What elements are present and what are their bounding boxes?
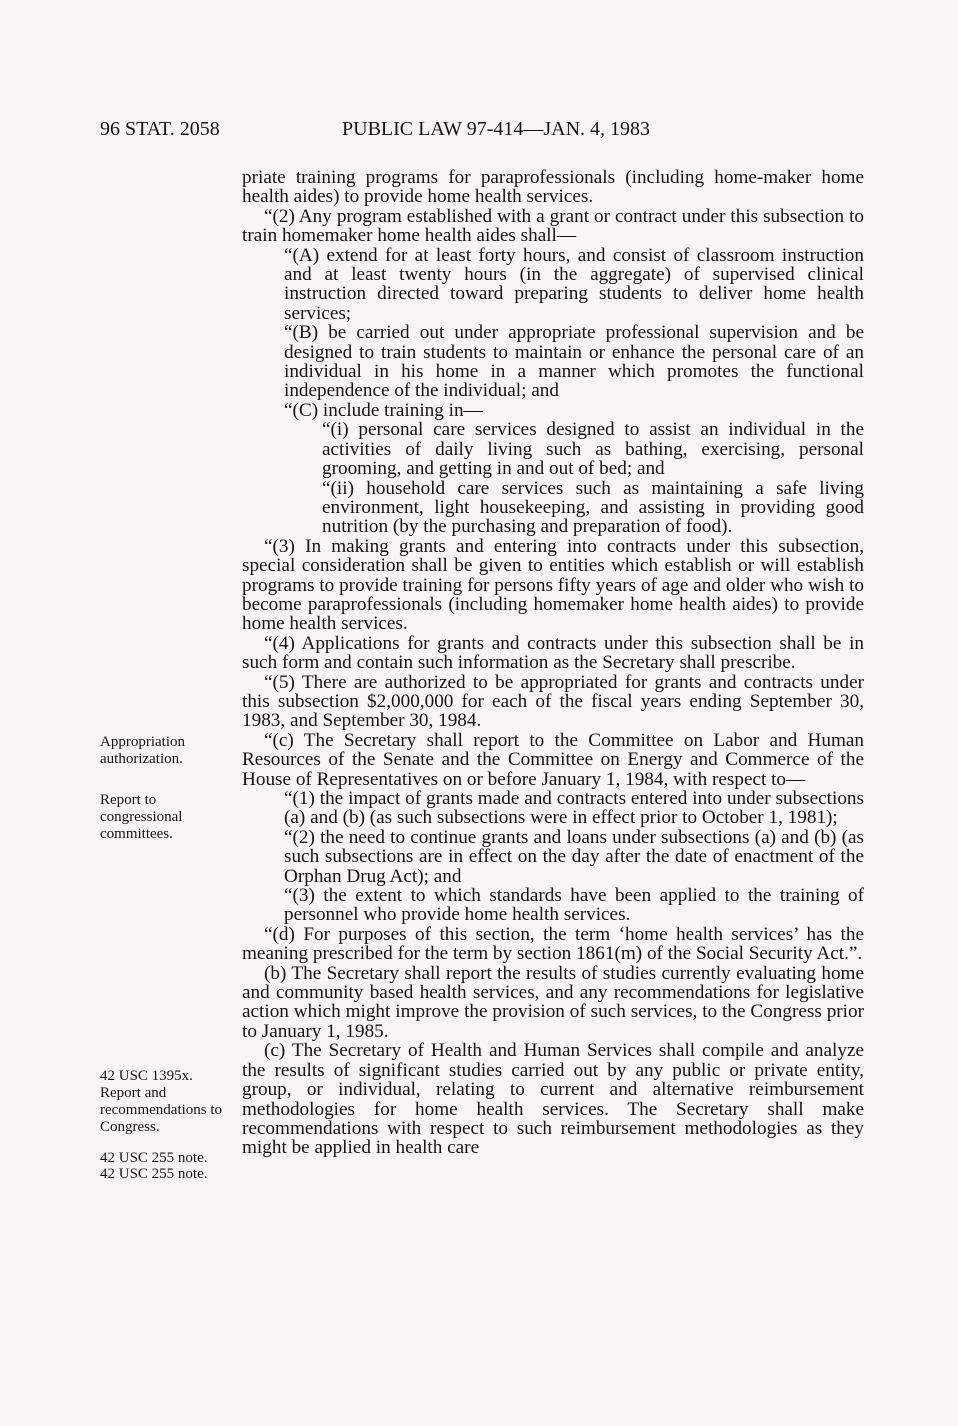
paragraph-2-C-ii: “(ii) household care services such as maintaining a safe living environment, light housekeeping, and assisting in providing good nutrition (by the purchasing and preparation of food). — [322, 477, 864, 538]
margin-note-appropriation: Appropriation authorization. — [100, 734, 185, 767]
margin-note-usc-1395x: 42 USC 1395x. — [100, 1068, 193, 1084]
paragraph-5: “(5) There are authorized to be appropriated for grants and contracts under this subsection $2,000,000 for each of the fiscal years ending September 30, 1983, and September 30, 1984. — [242, 671, 864, 732]
margin-note-usc-255-2: 42 USC 255 note. — [100, 1166, 208, 1182]
margin-note-report-recommendations: Report and recommendations to Congress. — [100, 1085, 223, 1135]
paragraph-2-A: “(A) extend for at least forty hours, and consist of classroom instruction and at least twenty hours (in the aggregate) of supervised clinical instruction directed toward preparing students to deliver home health services; — [284, 244, 864, 324]
paragraph-3: “(3) In making grants and entering into contracts under this subsection, special consideration shall be given to entities which establish or will establish programs to provide training for persons fifty years of age and older who wish to become paraprofessionals (including homemaker home health aides) to provide home health services. — [242, 535, 864, 635]
subsection-d: “(d) For purposes of this section, the term ‘home health services’ has the meaning prescribed for the term by section 1861(m) of the Social Security Act.”. — [242, 923, 864, 965]
margin-note-report-committees: Report to congressional committees. — [100, 792, 183, 842]
paragraph-2: “(2) Any program established with a grant or contract under this subsection to train homemaker home health aides shall— — [242, 205, 864, 247]
statute-body — [242, 168, 864, 1158]
paragraph-continuation: priate training programs for paraprofessionals (including home-maker home health aides) to provide home health services. — [242, 167, 864, 208]
paragraph-2-B: “(B) be carried out under appropriate professional supervision and be designed to train students to maintain or enhance the personal care of an individual in his home in a manner which promotes the functional independence of the individual; and — [284, 322, 864, 402]
paragraph-4: “(4) Applications for grants and contracts under this subsection shall be in such form and contain such information as the Secretary shall prescribe. — [242, 632, 864, 674]
page-header — [100, 118, 898, 148]
statute-citation: 96 STAT. 2058 — [100, 118, 220, 140]
subsection-c: “(c) The Secretary shall report to the Committee on Labor and Human Resources of the Senate and the Committee on Energy and Commerce of the House of Representatives on or before January 1, 1984, with respect to— — [242, 729, 864, 790]
public-law-title: PUBLIC LAW 97-414—JAN. 4, 1983 — [342, 118, 651, 140]
margin-note-usc-255-1: 42 USC 255 note. — [100, 1150, 208, 1166]
section-b: (b) The Secretary shall report the results of studies currently evaluating home and community based health services, and any recommendations for legislative action which might improve the provision of such services, to the Congress prior to January 1, 1985. — [242, 962, 864, 1042]
subsection-c-1: “(1) the impact of grants made and contracts entered into under subsections (a) and (b) (as such subsections were in effect prior to October 1, 1981); — [284, 788, 864, 829]
subsection-c-3: “(3) the extent to which standards have been applied to the training of personnel who provide home health services. — [284, 885, 864, 926]
section-c: (c) The Secretary of Health and Human Services shall compile and analyze the results of significant studies carried out by any public or private entity, group, or individual, relating to current and alternative reimbursement methodologies for home health services. The Secretary shall make recommendations with respect to such reimbursement methodologies as they might be applied in health care — [242, 1040, 864, 1159]
paragraph-2-C: “(C) include training in— — [284, 399, 483, 421]
paragraph-2-C-i: “(i) personal care services designed to assist an individual in the activities of daily living such as bathing, exercising, personal grooming, and getting in and out of bed; and — [322, 419, 864, 480]
subsection-c-2: “(2) the need to continue grants and loans under subsections (a) and (b) (as such subsections are in effect on the day after the date of enactment of the Orphan Drug Act); and — [284, 826, 864, 887]
